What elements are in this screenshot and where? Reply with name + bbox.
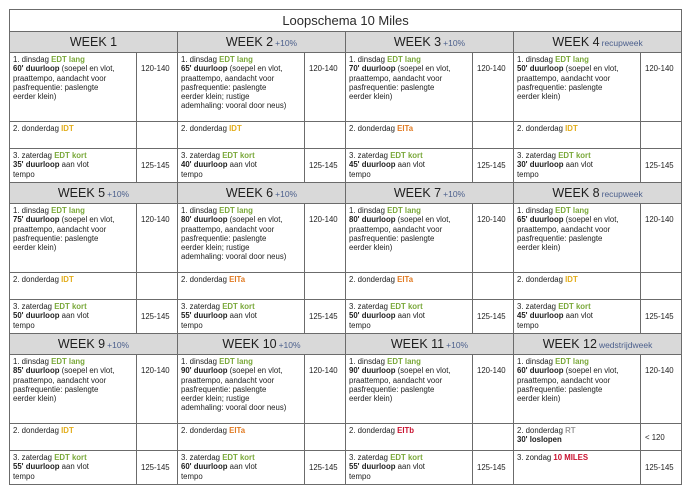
session-note: praattempo, aandacht voor <box>349 375 443 385</box>
session-3-week-5 <box>10 300 137 334</box>
week-header-10 <box>178 334 346 355</box>
session-type: RT <box>565 426 576 435</box>
session-type: EDT kort <box>54 151 87 160</box>
heart-rate-zone: 120-140 <box>473 53 514 122</box>
session-duration: 55' duurloop <box>181 311 228 321</box>
week-header-11 <box>346 334 514 355</box>
session-note: (soepel en vlot, <box>565 64 619 74</box>
session-note: aan vlot <box>61 311 89 321</box>
week-header-2 <box>178 32 346 53</box>
week-label: WEEK 5 <box>57 186 106 200</box>
heart-rate-zone: 125-145 <box>473 149 514 183</box>
session-note: aan vlot <box>229 311 257 321</box>
session-type: EDT lang <box>555 206 589 215</box>
heart-rate-zone: 120-140 <box>473 204 514 273</box>
week-label: WEEK 7 <box>393 186 442 200</box>
session-day: 1. dinsdag <box>517 55 553 64</box>
heart-rate-zone: 120-140 <box>137 355 178 424</box>
heart-rate-zone: 125-145 <box>137 451 178 485</box>
week-header-3 <box>346 32 514 53</box>
session-note: eerder klein) <box>517 92 561 102</box>
session-duration: 75' duurloop <box>13 215 60 225</box>
session-3-week-12 <box>514 451 641 485</box>
session-1-week-12 <box>514 355 641 424</box>
week-header-8 <box>514 183 682 204</box>
session-day: 2. donderdag <box>13 275 59 284</box>
session-type: EDT lang <box>219 55 253 64</box>
session-note: aan vlot <box>565 160 593 170</box>
session-note: aan vlot <box>397 462 425 472</box>
session-2-week-5 <box>10 273 137 300</box>
session-day: 3. zaterdag <box>349 453 389 462</box>
session-note: (soepel en vlot, <box>229 366 283 376</box>
session-note: aan vlot <box>61 462 89 472</box>
session-type: EDT kort <box>54 453 87 462</box>
session-note: eerder klein) <box>349 92 393 102</box>
session-duration: 30' loslopen <box>517 435 562 445</box>
session-1-week-2 <box>178 53 305 122</box>
week-tag: recupweek <box>601 38 643 48</box>
session-day: 1. dinsdag <box>517 206 553 215</box>
session-day: 3. zaterdag <box>13 151 53 160</box>
session-note: tempo <box>349 320 371 330</box>
week-label: WEEK 10 <box>222 337 277 351</box>
session-note: (soepel en vlot, <box>565 366 619 376</box>
session-note: (soepel en vlot, <box>61 215 115 225</box>
session-note: praattempo, aandacht voor <box>517 224 611 234</box>
session-1-week-4 <box>514 53 641 122</box>
session-note: praattempo, aandacht voor <box>13 224 107 234</box>
session-note: tempo <box>13 320 35 330</box>
session-note: tempo <box>181 471 203 481</box>
session-duration: 90' duurloop <box>349 366 396 376</box>
session-type: EITa <box>397 275 414 284</box>
session-note: pasfrequentie: paslengte <box>349 82 435 92</box>
session-type: IDT <box>565 275 578 284</box>
heart-rate-zone: 120-140 <box>641 204 682 273</box>
heart-rate-zone: 125-145 <box>305 451 346 485</box>
session-day: 1. dinsdag <box>349 357 385 366</box>
session-2-week-3 <box>346 122 473 149</box>
week-label: WEEK 1 <box>69 35 118 49</box>
session-note: tempo <box>181 169 203 179</box>
session-type: EDT kort <box>390 151 423 160</box>
session-day: 3. zaterdag <box>517 151 557 160</box>
week-header-9 <box>10 334 178 355</box>
session-day: 3. zaterdag <box>349 151 389 160</box>
session-day: 1. dinsdag <box>349 55 385 64</box>
session-duration: 85' duurloop <box>13 366 60 376</box>
session-duration: 45' duurloop <box>349 160 396 170</box>
heart-rate-zone: 125-145 <box>305 300 346 334</box>
session-duration: 80' duurloop <box>181 215 228 225</box>
session-note: pasfrequentie: paslengte <box>181 233 267 243</box>
session-2-week-1 <box>10 122 137 149</box>
session-note: (soepel en vlot, <box>397 64 451 74</box>
session-type: EDT lang <box>387 206 421 215</box>
session-day: 3. zaterdag <box>181 302 221 311</box>
week-tag: +10% <box>107 189 130 199</box>
session-note: aan vlot <box>565 311 593 321</box>
session-duration: 55' duurloop <box>13 462 60 472</box>
session-3-week-1 <box>10 149 137 183</box>
session-type: EDT kort <box>558 302 591 311</box>
session-note: praattempo, aandacht voor <box>13 73 107 83</box>
session-2-week-2 <box>178 122 305 149</box>
session-type: EDT kort <box>222 453 255 462</box>
session-note: aan vlot <box>397 160 425 170</box>
session-duration: 50' duurloop <box>349 311 396 321</box>
session-day: 3. zaterdag <box>13 302 53 311</box>
session-note: pasfrequentie: paslengte <box>349 233 435 243</box>
week-tag: wedstrijdweek <box>598 340 653 350</box>
heart-rate-zone: 120-140 <box>305 204 346 273</box>
session-type: IDT <box>61 426 74 435</box>
heart-rate-zone: 125-145 <box>641 451 682 485</box>
week-tag: +10% <box>443 38 466 48</box>
session-type: IDT <box>229 124 242 133</box>
session-duration: 65' duurloop <box>181 64 228 74</box>
session-day: 3. zaterdag <box>517 302 557 311</box>
session-day: 2. donderdag <box>517 426 563 435</box>
heart-rate-zone: 120-140 <box>305 53 346 122</box>
session-note: tempo <box>517 320 539 330</box>
session-type: EITa <box>229 275 246 284</box>
session-note: ademhaling: vooral door neus) <box>181 403 287 413</box>
session-type: 10 MILES <box>553 453 589 462</box>
heart-rate-zone <box>137 122 178 149</box>
week-label: WEEK 6 <box>225 186 274 200</box>
session-type: EDT lang <box>51 357 85 366</box>
session-note: pasfrequentie: paslengte <box>517 82 603 92</box>
heart-rate-zone: 120-140 <box>641 355 682 424</box>
session-type: EDT kort <box>558 151 591 160</box>
session-type: IDT <box>61 124 74 133</box>
session-note: pasfrequentie: paslengte <box>349 384 435 394</box>
week-header-1 <box>10 32 178 53</box>
session-duration: 60' duurloop <box>13 64 60 74</box>
session-type: IDT <box>565 124 578 133</box>
session-duration: 50' duurloop <box>517 64 564 74</box>
session-type: EITa <box>229 426 246 435</box>
session-duration: 30' duurloop <box>517 160 564 170</box>
session-duration: 40' duurloop <box>181 160 228 170</box>
session-note: pasfrequentie: paslengte <box>181 384 267 394</box>
session-day: 2. donderdag <box>349 426 395 435</box>
session-note: praattempo, aandacht voor <box>349 224 443 234</box>
session-2-week-6 <box>178 273 305 300</box>
session-day: 2. donderdag <box>13 124 59 133</box>
session-note: eerder klein) <box>13 243 57 253</box>
session-day: 1. dinsdag <box>517 357 553 366</box>
session-note: praattempo, aandacht voor <box>517 73 611 83</box>
session-note: praattempo, aandacht voor <box>181 375 275 385</box>
session-1-week-3 <box>346 53 473 122</box>
session-day: 2. donderdag <box>181 426 227 435</box>
session-note: praattempo, aandacht voor <box>517 375 611 385</box>
week-tag: +10% <box>275 38 298 48</box>
session-note: pasfrequentie: paslengte <box>517 233 603 243</box>
session-note: ademhaling: vooral door neus) <box>181 101 287 111</box>
week-label: WEEK 12 <box>542 337 597 351</box>
heart-rate-zone: 125-145 <box>305 149 346 183</box>
session-type: EDT lang <box>51 206 85 215</box>
session-type: EDT kort <box>390 453 423 462</box>
session-type: EDT kort <box>54 302 87 311</box>
schedule-table <box>9 9 682 485</box>
session-type: EDT lang <box>219 206 253 215</box>
session-note: praattempo, aandacht voor <box>349 73 443 83</box>
session-note: (soepel en vlot, <box>565 215 619 225</box>
session-2-week-11 <box>346 424 473 451</box>
session-1-week-6 <box>178 204 305 273</box>
session-note: aan vlot <box>61 160 89 170</box>
page-title: Loopschema 10 Miles <box>10 10 682 32</box>
session-note: (soepel en vlot, <box>397 215 451 225</box>
week-tag: +10% <box>275 189 298 199</box>
session-duration: 60' duurloop <box>181 462 228 472</box>
session-type: EITa <box>397 124 414 133</box>
week-label: WEEK 2 <box>225 35 274 49</box>
heart-rate-zone: 120-140 <box>305 355 346 424</box>
session-day: 2. donderdag <box>517 275 563 284</box>
session-2-week-4 <box>514 122 641 149</box>
session-type: EDT kort <box>222 151 255 160</box>
session-1-week-1 <box>10 53 137 122</box>
week-tag: +10% <box>107 340 130 350</box>
session-note: (soepel en vlot, <box>229 215 283 225</box>
session-note: praattempo, aandacht voor <box>181 73 275 83</box>
week-header-6 <box>178 183 346 204</box>
session-note: eerder klein; rustige <box>181 243 250 253</box>
session-day: 2. donderdag <box>517 124 563 133</box>
week-header-12 <box>514 334 682 355</box>
session-day: 3. zaterdag <box>349 302 389 311</box>
week-label: WEEK 3 <box>393 35 442 49</box>
session-note: tempo <box>181 320 203 330</box>
heart-rate-zone <box>137 424 178 451</box>
heart-rate-zone <box>305 273 346 300</box>
week-tag: recupweek <box>601 189 643 199</box>
session-day: 1. dinsdag <box>13 206 49 215</box>
heart-rate-zone: 120-140 <box>641 53 682 122</box>
session-note: pasfrequentie: paslengte <box>517 384 603 394</box>
session-type: EDT lang <box>51 55 85 64</box>
session-1-week-5 <box>10 204 137 273</box>
session-note: eerder klein) <box>349 394 393 404</box>
session-day: 2. donderdag <box>181 124 227 133</box>
heart-rate-zone <box>473 273 514 300</box>
session-3-week-6 <box>178 300 305 334</box>
heart-rate-zone: 120-140 <box>473 355 514 424</box>
session-day: 1. dinsdag <box>181 357 217 366</box>
session-note: eerder klein; rustige <box>181 92 250 102</box>
session-3-week-4 <box>514 149 641 183</box>
session-day: 1. dinsdag <box>181 206 217 215</box>
session-1-week-11 <box>346 355 473 424</box>
session-note: tempo <box>517 169 539 179</box>
heart-rate-zone: 120-140 <box>137 53 178 122</box>
session-1-week-9 <box>10 355 137 424</box>
heart-rate-zone: 125-145 <box>137 149 178 183</box>
session-note: eerder klein) <box>13 394 57 404</box>
session-duration: 90' duurloop <box>181 366 228 376</box>
week-header-4 <box>514 32 682 53</box>
week-label: WEEK 4 <box>552 35 600 49</box>
session-type: IDT <box>61 275 74 284</box>
week-label: WEEK 8 <box>552 186 600 200</box>
session-note: pasfrequentie: paslengte <box>13 384 99 394</box>
session-note: (soepel en vlot, <box>229 64 283 74</box>
heart-rate-zone: 125-145 <box>137 300 178 334</box>
session-day: 3. zaterdag <box>181 151 221 160</box>
session-type: EDT lang <box>555 357 589 366</box>
session-note: ademhaling: vooral door neus) <box>181 252 287 262</box>
week-tag: +10% <box>446 340 469 350</box>
session-note: eerder klein) <box>13 92 57 102</box>
session-note: eerder klein) <box>517 394 561 404</box>
session-duration: 65' duurloop <box>517 215 564 225</box>
session-note: aan vlot <box>397 311 425 321</box>
session-3-week-9 <box>10 451 137 485</box>
week-header-7 <box>346 183 514 204</box>
session-note: (soepel en vlot, <box>61 366 115 376</box>
session-2-week-12 <box>514 424 641 451</box>
session-note: eerder klein) <box>349 243 393 253</box>
heart-rate-zone: 125-145 <box>473 300 514 334</box>
heart-rate-zone <box>137 273 178 300</box>
session-type: EDT lang <box>219 357 253 366</box>
session-note: aan vlot <box>229 160 257 170</box>
session-note: tempo <box>349 471 371 481</box>
week-tag: +10% <box>278 340 301 350</box>
session-1-week-7 <box>346 204 473 273</box>
session-day: 2. donderdag <box>181 275 227 284</box>
session-note: praattempo, aandacht voor <box>181 224 275 234</box>
session-day: 1. dinsdag <box>13 357 49 366</box>
week-tag: +10% <box>443 189 466 199</box>
schedule-sheet <box>9 9 681 481</box>
session-day: 3. zondag <box>517 453 552 462</box>
session-note: tempo <box>13 471 35 481</box>
session-day: 3. zaterdag <box>181 453 221 462</box>
session-note: (soepel en vlot, <box>61 64 115 74</box>
heart-rate-zone <box>641 273 682 300</box>
session-day: 3. zaterdag <box>13 453 53 462</box>
session-type: EDT lang <box>387 55 421 64</box>
session-note: praattempo, aandacht voor <box>13 375 107 385</box>
session-3-week-11 <box>346 451 473 485</box>
heart-rate-zone: < 120 <box>641 424 682 451</box>
session-3-week-2 <box>178 149 305 183</box>
heart-rate-zone: 125-145 <box>473 451 514 485</box>
session-duration: 35' duurloop <box>13 160 60 170</box>
session-type: EDT kort <box>390 302 423 311</box>
session-day: 1. dinsdag <box>349 206 385 215</box>
session-note: tempo <box>349 169 371 179</box>
week-header-5 <box>10 183 178 204</box>
session-note: pasfrequentie: paslengte <box>13 82 99 92</box>
session-day: 2. donderdag <box>13 426 59 435</box>
week-label: WEEK 11 <box>390 337 445 351</box>
session-duration: 60' duurloop <box>517 366 564 376</box>
heart-rate-zone: 125-145 <box>641 149 682 183</box>
session-note: eerder klein; rustige <box>181 394 250 404</box>
session-duration: 70' duurloop <box>349 64 396 74</box>
heart-rate-zone <box>473 424 514 451</box>
session-2-week-7 <box>346 273 473 300</box>
session-2-week-8 <box>514 273 641 300</box>
session-day: 2. donderdag <box>349 275 395 284</box>
heart-rate-zone <box>641 122 682 149</box>
session-type: EDT kort <box>222 302 255 311</box>
session-3-week-8 <box>514 300 641 334</box>
session-note: pasfrequentie: paslengte <box>181 82 267 92</box>
heart-rate-zone: 120-140 <box>137 204 178 273</box>
session-2-week-9 <box>10 424 137 451</box>
session-1-week-10 <box>178 355 305 424</box>
session-duration: 80' duurloop <box>349 215 396 225</box>
session-duration: 50' duurloop <box>13 311 60 321</box>
session-3-week-10 <box>178 451 305 485</box>
heart-rate-zone <box>305 122 346 149</box>
heart-rate-zone: 125-145 <box>641 300 682 334</box>
week-label: WEEK 9 <box>57 337 106 351</box>
session-note: eerder klein) <box>517 243 561 253</box>
session-3-week-3 <box>346 149 473 183</box>
session-type: EDT lang <box>387 357 421 366</box>
session-day: 1. dinsdag <box>13 55 49 64</box>
session-duration: 55' duurloop <box>349 462 396 472</box>
session-type: EITb <box>397 426 415 435</box>
session-note: tempo <box>13 169 35 179</box>
session-type: EDT lang <box>555 55 589 64</box>
session-1-week-8 <box>514 204 641 273</box>
session-note: aan vlot <box>229 462 257 472</box>
session-2-week-10 <box>178 424 305 451</box>
session-day: 1. dinsdag <box>181 55 217 64</box>
session-duration: 45' duurloop <box>517 311 564 321</box>
heart-rate-zone <box>473 122 514 149</box>
session-note: pasfrequentie: paslengte <box>13 233 99 243</box>
session-day: 2. donderdag <box>349 124 395 133</box>
session-3-week-7 <box>346 300 473 334</box>
session-note: (soepel en vlot, <box>397 366 451 376</box>
heart-rate-zone <box>305 424 346 451</box>
